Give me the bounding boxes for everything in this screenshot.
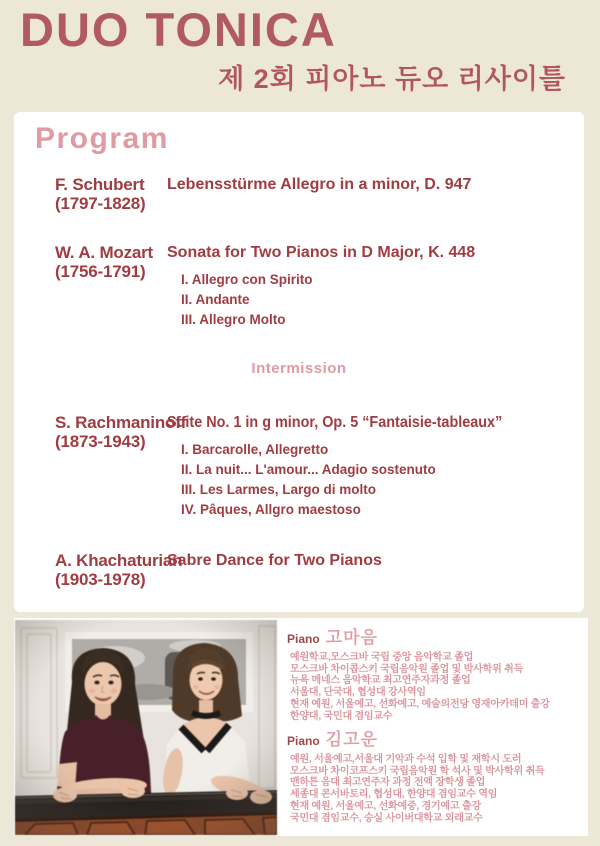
duo-photo [15, 620, 277, 835]
work-column [167, 413, 584, 520]
bio-header [287, 725, 545, 750]
bio-line: 모스크바 차이콥스키 국립음악원 졸업 및 박사학위 취득 [290, 663, 524, 675]
composer-years: (1756-1791) [55, 262, 146, 281]
work-title: Lebensstürme Allegro in a minor, D. 947 [167, 176, 472, 193]
performer-bios [287, 618, 587, 836]
duo-photo-illustration [15, 620, 277, 835]
movement: II. Andante [181, 292, 250, 307]
bio-performer-name: 김고운 [325, 730, 378, 749]
bio-line: 현재 예원, 서울예고, 선화예중, 경기예고 출강 [290, 800, 481, 812]
bio-line: 한양대, 국민대 겸임교수 [290, 710, 393, 722]
composer-column [14, 243, 167, 330]
movement: I. Allegro con Spirito [181, 272, 313, 287]
work-title: Sonata for Two Pianos in D Major, K. 448 [167, 244, 476, 261]
movement: II. La nuit... L'amour... Adagio sostenuto [181, 462, 436, 477]
composer-years: (1797-1828) [55, 194, 146, 213]
movement-list [181, 270, 584, 330]
composer-years: (1873-1943) [55, 432, 146, 451]
composer-name: F. Schubert [55, 175, 145, 194]
composer-name: W. A. Mozart [55, 243, 154, 262]
photo-vignette [15, 620, 277, 835]
bio-performer-name: 고마음 [325, 628, 378, 647]
program-heading: Program [35, 122, 169, 155]
movement: IV. Pâques, Allgro maestoso [181, 502, 361, 517]
composer-column [14, 413, 187, 520]
bio-pianist-1 [287, 623, 550, 722]
work-column [167, 243, 584, 330]
program-entry-rachmaninoff [14, 413, 584, 520]
bio-instrument-label: Piano [287, 734, 320, 748]
composer-name: S. Rachmaninoff [55, 413, 187, 432]
intermission-label: Intermission [251, 360, 347, 377]
program-entry-khachaturian [14, 551, 584, 589]
bio-line: 국민대 겸임교수, 숭실 사이버대학교 외래교수 [290, 812, 483, 824]
program-panel [14, 112, 584, 612]
bio-line: 뉴욕 메네스 음악학교 최고연주자과정 졸업 [290, 675, 471, 687]
bio-header [287, 623, 550, 648]
bio-line: 세종대 콘서바토리, 협성대, 한양대 겸임교수 역임 [290, 789, 498, 801]
composer-column [14, 551, 183, 589]
movement-list [181, 440, 584, 520]
bio-pianist-2 [287, 725, 545, 824]
bio-line: 예원, 서울예고,서울대 기악과 수석 입학 및 재학시 도러 [290, 754, 522, 765]
work-title: Sabre Dance for Two Pianos [167, 552, 382, 569]
bio-lines [287, 652, 550, 722]
composer-years: (1903-1978) [55, 570, 146, 589]
work-column [167, 551, 584, 589]
composer-column [14, 175, 167, 213]
bio-line: 모스크바 차이코프스키 국립음악원 학 석사 및 박사학위 취득 [290, 765, 545, 777]
bio-line: 예원학교,모스크바 국립 중앙 음악학교 졸업 [290, 652, 474, 663]
bio-lines [287, 754, 545, 824]
movement: I. Barcarolle, Allegretto [181, 442, 329, 457]
movement: III. Les Larmes, Largo di molto [181, 482, 377, 497]
composer-name: A. Khachaturian [55, 551, 183, 570]
movement: III. Allegro Molto [181, 312, 286, 327]
event-subtitle: 제 2회 피아노 듀오 리사이틀 [218, 64, 566, 94]
work-title: Suite No. 1 in g minor, Op. 5 “Fantaisie-tableaux” [167, 414, 503, 431]
program-entry-schubert [14, 175, 584, 213]
bio-line: 현재 예원, 서울예고, 선화예고, 예술의전당 영재아카데미 출강 [290, 698, 550, 710]
work-column [167, 175, 584, 213]
program-entry-mozart [14, 243, 584, 330]
event-title: DUO TONICA [20, 3, 337, 56]
bio-instrument-label: Piano [287, 632, 320, 646]
bio-line: 맨하튼 음대 최고연주자 과정 전액 장학생 졸업 [290, 777, 486, 789]
performers-panel [14, 618, 588, 836]
bio-line: 서울대, 단국대, 협성대 강사역임 [290, 687, 426, 699]
